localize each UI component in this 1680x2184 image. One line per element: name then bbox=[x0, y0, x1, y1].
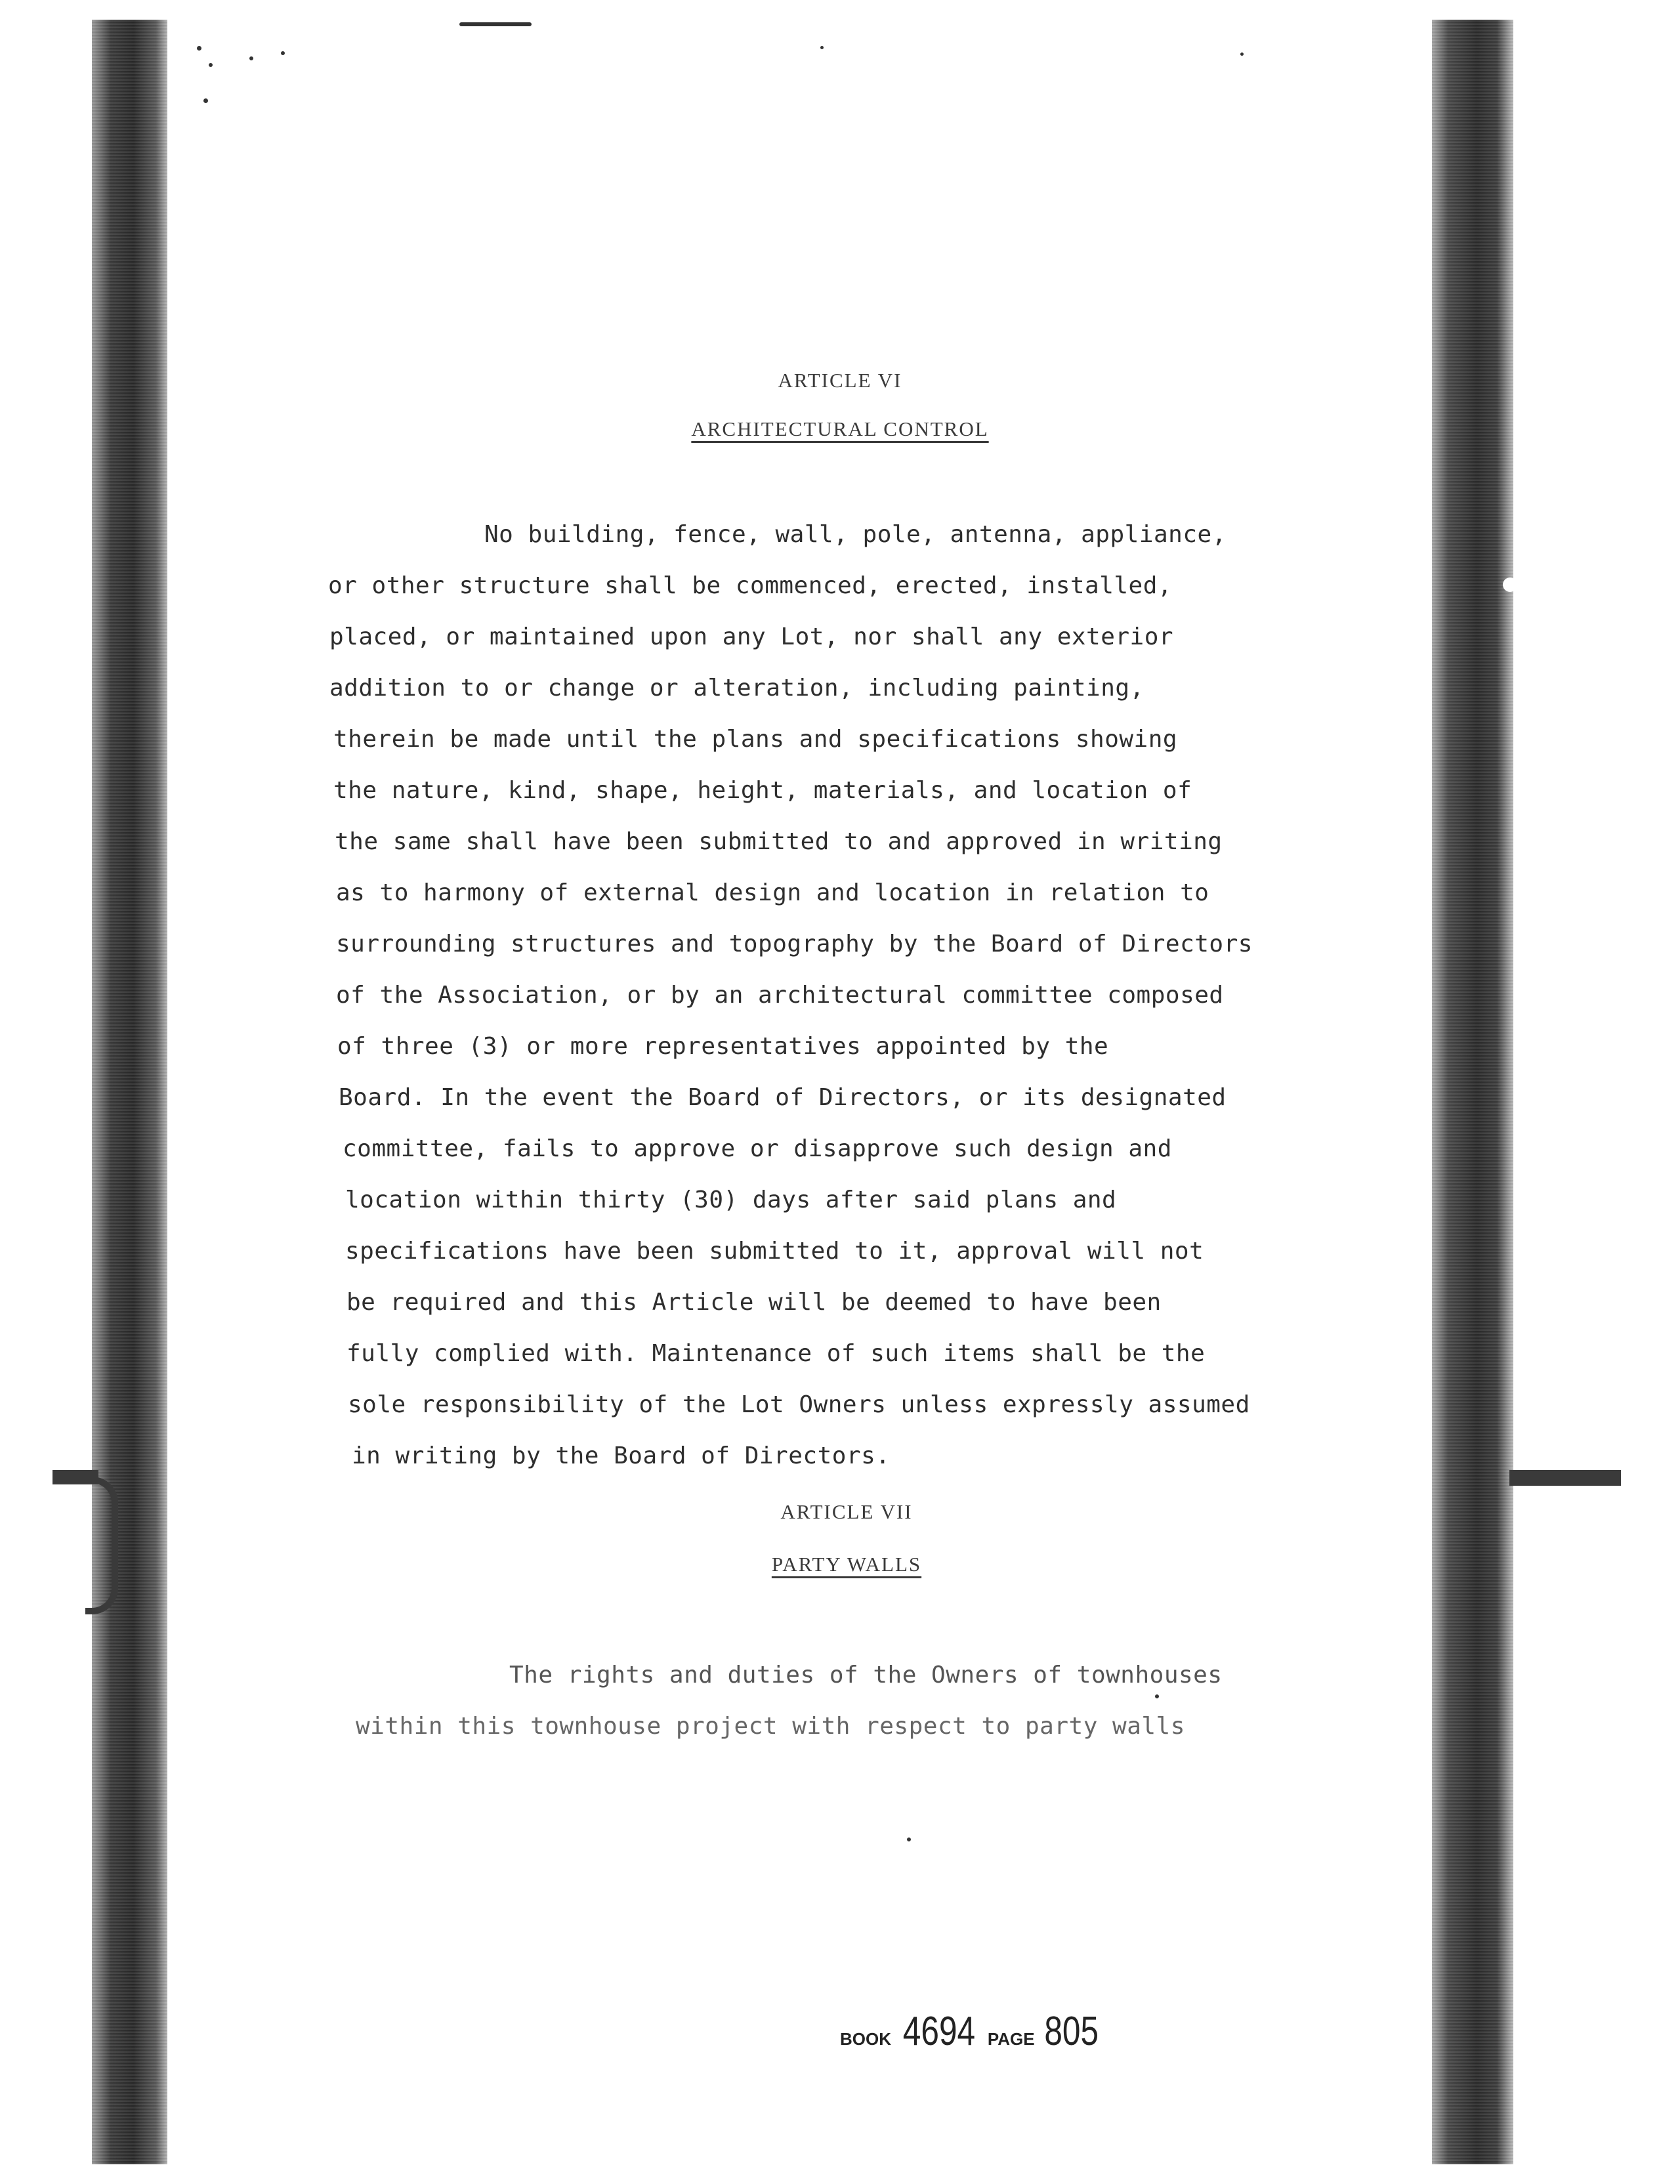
body-line: the nature, kind, shape, height, materials, and location of bbox=[333, 777, 1192, 804]
body-line: fully complied with. Maintenance of such items shall be the bbox=[346, 1340, 1206, 1367]
article-vii-title: ARTICLE VII bbox=[780, 1500, 913, 1523]
article-vii-subtitle: PARTY WALLS bbox=[771, 1553, 922, 1576]
body-line: as to harmony of external design and location in relation to bbox=[336, 879, 1209, 906]
body-line: sole responsibility of the Lot Owners unless expressly assumed bbox=[348, 1391, 1250, 1418]
body-line: the same shall have been submitted to and approved in writing bbox=[335, 828, 1223, 855]
body-line: therein be made until the plans and specifications showing bbox=[333, 726, 1178, 753]
page-number: 805 bbox=[1044, 2009, 1099, 2054]
article-vi-title: ARTICLE VI bbox=[778, 369, 902, 392]
scan-speck bbox=[197, 46, 201, 51]
scan-speck bbox=[249, 56, 253, 60]
body-line: location within thirty (30) days after said plans and bbox=[345, 1186, 1117, 1213]
body-line: specifications have been submitted to it, approval will not bbox=[345, 1238, 1204, 1265]
scan-speck bbox=[209, 63, 213, 67]
scan-speck bbox=[820, 46, 824, 49]
body-line: Board. In the event the Board of Directors, or its designated bbox=[339, 1084, 1227, 1111]
body-line: addition to or change or alteration, including painting, bbox=[329, 675, 1144, 702]
scan-right-edge bbox=[1432, 20, 1513, 2164]
scan-speck bbox=[459, 22, 532, 26]
book-page-stamp bbox=[840, 2008, 1106, 2055]
scan-speck bbox=[203, 98, 208, 103]
body-line: within this townhouse project with respect to party walls bbox=[356, 1713, 1185, 1740]
book-number: 4694 bbox=[903, 2009, 976, 2054]
body-line: committee, fails to approve or disapprove such design and bbox=[343, 1135, 1172, 1162]
scan-blot bbox=[1557, 689, 1568, 709]
scan-speck bbox=[907, 1838, 911, 1841]
body-line: placed, or maintained upon any Lot, nor shall any exterior bbox=[329, 623, 1174, 650]
body-line: or other structure shall be commenced, erected, installed, bbox=[328, 572, 1173, 599]
scan-speck bbox=[1240, 52, 1244, 56]
body-line: of the Association, or by an architectural committee composed bbox=[336, 982, 1224, 1009]
body-line: be required and this Article will be deemed to have been bbox=[346, 1289, 1162, 1316]
body-line: The rights and duties of the Owners of townhouses bbox=[509, 1662, 1223, 1689]
scan-blot bbox=[1503, 578, 1517, 592]
body-line: surrounding structures and topography by the Board of Directors bbox=[336, 931, 1253, 957]
body-line: of three (3) or more representatives appointed by the bbox=[337, 1033, 1109, 1060]
scan-right-tab bbox=[1509, 1470, 1621, 1486]
scan-speck bbox=[1155, 1694, 1159, 1698]
scan-speck bbox=[281, 51, 285, 55]
scan-left-tab-curve bbox=[85, 1477, 118, 1614]
page-label: PAGE bbox=[987, 2029, 1035, 2049]
body-line: No building, fence, wall, pole, antenna, appliance, bbox=[484, 521, 1227, 548]
scan-left-edge bbox=[92, 20, 167, 2164]
body-line: in writing by the Board of Directors. bbox=[352, 1442, 891, 1469]
book-label: BOOK bbox=[840, 2029, 891, 2049]
article-vi-subtitle: ARCHITECTURAL CONTROL bbox=[691, 417, 989, 440]
